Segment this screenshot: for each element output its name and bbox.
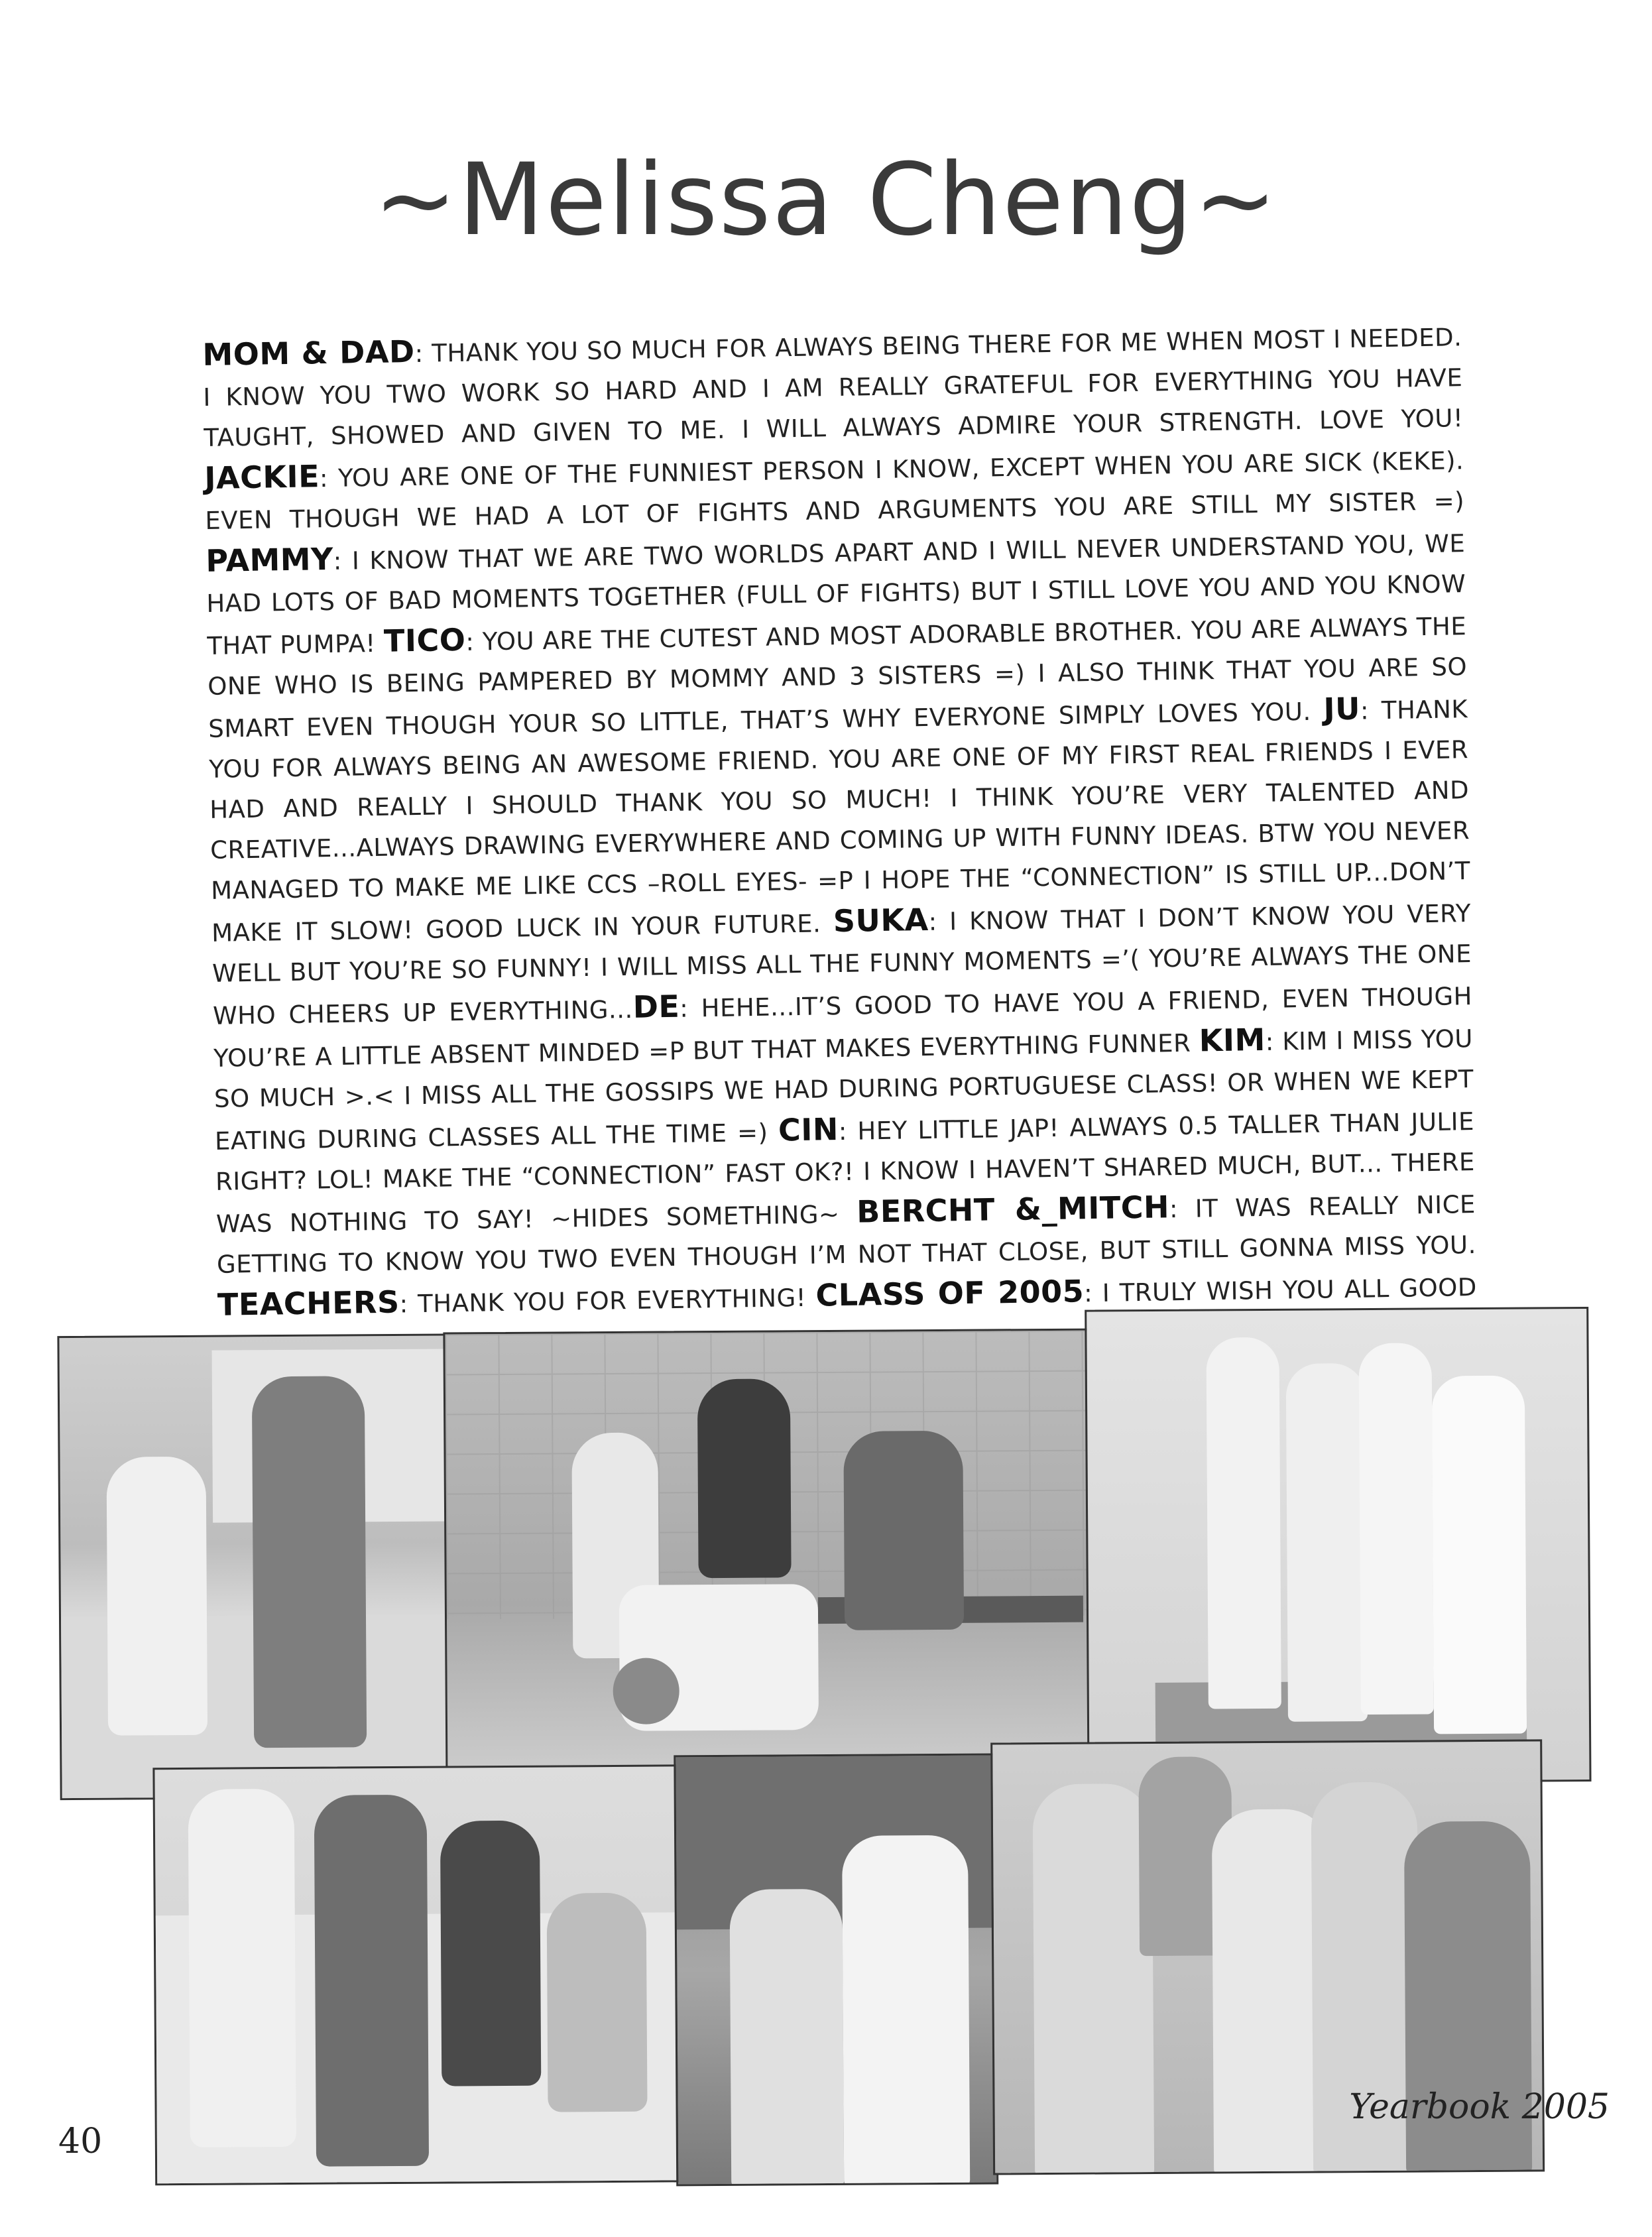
page-title: ~Melissa Cheng~ [373,143,1279,258]
person-figure [1286,1363,1368,1722]
person-figure [697,1378,792,1578]
dedication-message: : I TRULY WISH YOU ALL GOOD [1083,1272,1478,1308]
dedication-message: : THANK YOU SO MUCH FOR ALWAYS BEING THERE FOR ME WHEN MOST I NEEDED. I KNOW YOU TWO WORK SO HARD AND I AM REALLY GRATEFUL FOR EVERYTHING YOU HAVE TAUGHT, SHOWED AND GIVEN TO ME. I WILL ALWAYS ADMIRE YOUR STRENGTH. LOVE YOU! [203,323,1464,452]
dedication-name: PAMMY [205,540,334,579]
photo-two-girls-on-sofa [57,1333,451,1800]
person-figure [1432,1376,1527,1734]
person-figure [842,1835,970,2187]
page-number: 40 [58,2122,103,2161]
dedication-name: CIN [778,1111,839,1148]
dedication-message: : HEY LITTLE JAP! ALWAYS 0.5 TALLER THAN JULIE RIGHT? LOL! MAKE THE “CONNECTION” FAST OK?! I KNOW I HAVEN’T SHARED MUCH, BUT... THERE WAS NOTHING TO SAY! ~HIDES SOMETHING~ [215,1107,1476,1239]
dedication-name: KIM [1199,1021,1266,1059]
dedication-name: JACKIE [204,458,320,496]
person-figure [1206,1337,1281,1709]
dedication-name: CLASS OF 2005 [815,1273,1085,1313]
dedication-name: TEACHERS [217,1284,400,1323]
dedication-message: : YOU ARE ONE OF THE FUNNIEST PERSON I KNOW, EXCEPT WHEN YOU ARE SICK (KEKE). EVEN THOUGH WE HAD A LOT OF FIGHTS AND ARGUMENTS YOU ARE STILL MY SISTER =) [205,446,1465,535]
dedication-name: DE [632,988,680,1025]
dedication-message: : HEHE...IT’S GOOD TO HAVE YOU A FRIEND, EVEN THOUGH YOU’RE A LITTLE ABSENT MINDED =P BUT THAT MAKES EVERYTHING FUNNER [213,982,1473,1073]
dedication-name: MOM & DAD [202,333,416,373]
person-figure [843,1431,964,1630]
photo-four-girls-by-water [1085,1307,1591,1785]
dedication-message: : YOU ARE THE CUTEST AND MOST ADORABLE BROTHER. YOU ARE ALWAYS THE ONE WHO IS BEING PAMPERED BY MOMMY AND 3 SISTERS =) I ALSO THINK THAT YOU ARE SO SMART EVEN THOUGH YOUR SO LITTLE, THAT’S WHY EVERYONE SIMPLY LOVES YOU. [207,612,1468,743]
dedication-message: : I KNOW THAT I DON’T KNOW YOU VERY WELL BUT YOU’RE SO FUNNY! I WILL MISS ALL THE FUNNY MOMENTS =’( YOU’RE ALWAYS THE ONE WHO CHEERS UP EVERYTHING... [211,899,1472,1030]
basketball-shape [613,1658,679,1724]
person-figure [107,1457,208,1736]
dedication-name: SUKA [833,901,929,939]
dedication-message: : THANK YOU FOR ALWAYS BEING AN AWESOME FRIEND. YOU ARE ONE OF MY FIRST REAL FRIENDS I EVER HAD AND REALLY I SHOULD THANK YOU SO MUCH! I THINK YOU’RE VERY TALENTED AND CREATIVE...ALWAYS DRAWING EVERYWHERE AND COMING UP WITH FUNNY IDEAS. BTW YOU NEVER MANAGED TO MAKE ME LIKE CCS –ROLL EYES- =P I HOPE THE “CONNECTION” IS STILL UP...DON’T MAKE IT SLOW! GOOD LUCK IN YOUR FUTURE. [208,695,1471,947]
dedication-message: : I KNOW THAT WE ARE TWO WORLDS APART AND I WILL NEVER UNDERSTAND YOU, WE HAD LOTS OF BAD MOMENTS TOGETHER (FULL OF FIGHTS) BUT I STILL LOVE YOU AND YOU KNOW THAT PUMPA! [206,529,1466,660]
person-figure [188,1789,296,2147]
person-figure [1359,1343,1434,1715]
dedication-name: TICO [383,621,466,659]
yearbook-label: Yearbook 2005 [1349,2087,1610,2127]
person-figure [252,1376,367,1748]
person-figure [440,1821,541,2086]
dedication-message: : KIM I MISS YOU SO MUCH >.< I MISS ALL THE GOSSIPS WE HAD DURING PORTUGUESE CLASS! OR WHEN WE KEPT EATING DURING CLASSES ALL THE TIME =) [213,1024,1474,1156]
person-figure [314,1795,429,2167]
dedication-name: BERCHT &_MITCH [856,1189,1170,1230]
dedication-name: JU [1323,690,1361,727]
photo-parents [674,1753,998,2186]
dedication-message: : IT WAS REALLY NICE GETTING TO KNOW YOU TWO EVEN THOUGH I’M NOT THAT CLOSE, BUT STILL GONNA MISS YOU. [216,1189,1477,1279]
photo-group-of-friends [443,1329,1094,1789]
person-figure [730,1889,845,2187]
person-figure [547,1893,648,2112]
photo-four-siblings [152,1764,679,2185]
dedication-message: : THANK YOU FOR EVERYTHING! [399,1283,816,1319]
person-figure [1033,1784,1155,2175]
